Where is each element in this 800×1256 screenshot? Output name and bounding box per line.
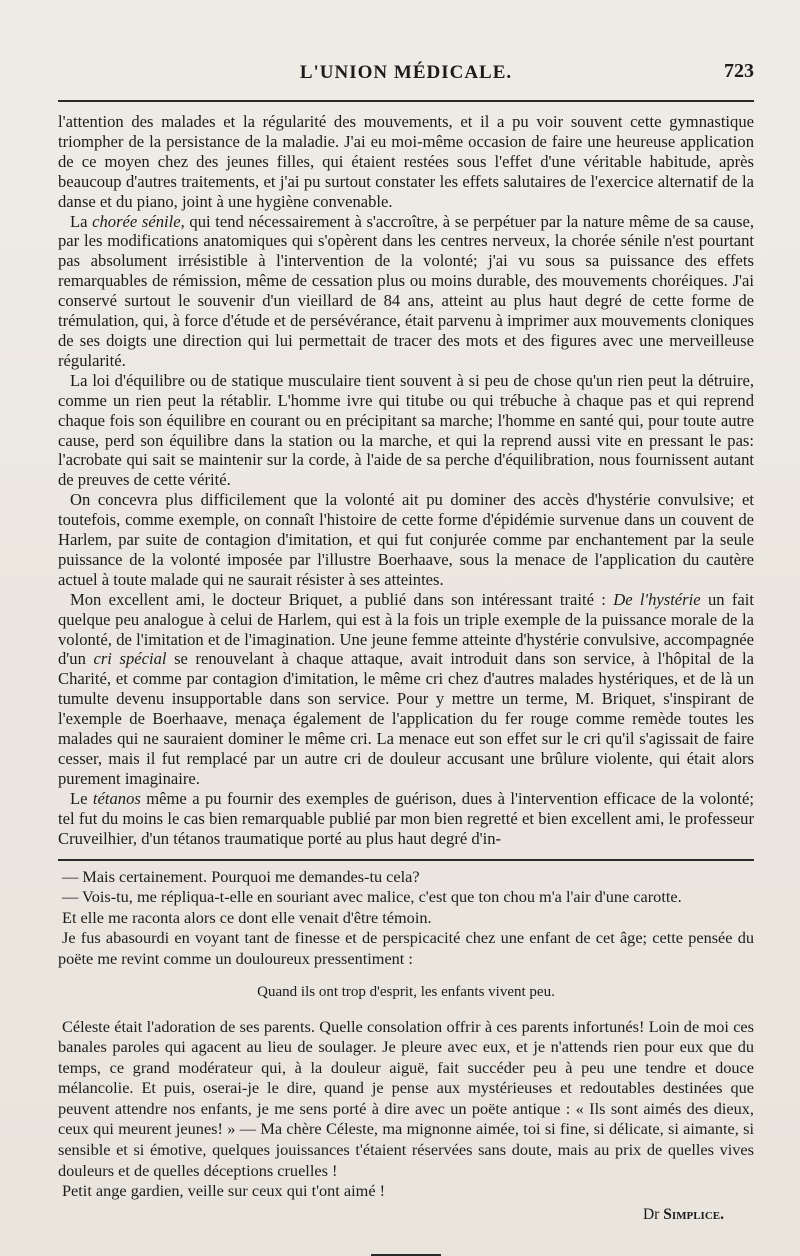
paragraph: La chorée sénile, qui tend nécessairement à s'accroître, à se perpétuer par la nature même de sa cause, par les modifications anatomiques qui s'opèrent dans les centres nerveux, la chorée sénile n'est pourtant pas absolument irrésistible à l'intervention de la volonté; j'ai vu sous sa puissance des effets remarquables de rémission, même de cessation plus ou moins durable, des mouvements choréiques. J'ai conservé surtout le souvenir d'un vieillard de 84 ans, atteint au plus haut degré de cette forme de trémulation, qui, à force d'étude et de persévérance, était parvenu à imprimer aux mouvements cloniques de ses doigts une direction qui lui permettait de tracer des mots et des figures avec une merveilleuse régularité.: [58, 211, 754, 370]
emphasis: cri spécial: [93, 649, 167, 669]
emphasis: De l'hystérie: [613, 589, 701, 609]
verse-quote: Quand ils ont trop d'esprit, les enfants vivent peu.: [257, 983, 555, 1000]
emphasis: tétanos: [92, 788, 141, 808]
running-title: L'UNION MÉDICALE.: [299, 62, 513, 83]
paragraph: Le tétanos même a pu fournir des exemples de guérison, dues à l'intervention efficace de la volonté; tel fut du moins le cas bien remarquable publié par mon bien regretté et bien excellent ami, le professeur Cruveilhier, d'un tétanos traumatique porté au plus haut degré d'in-: [58, 788, 754, 848]
article-body: [58, 112, 754, 849]
feuilleton-section: [58, 867, 754, 1224]
feuilleton-separator: [58, 859, 754, 861]
paragraph: l'attention des malades et la régularité des mouvements, et il a pu voir souvent cette gymnastique triompher de la persistance de la maladie. J'ai eu moi-même occasion de faire une heureuse application de ce moyen chez des jeunes filles, qui étaient restées sous l'effet d'une véritable habitude, après beaucoup d'autres traitements, et j'ai pu surtout constater les effets salutaires de l'exercice alternatif de la danse et du piano, joint à une hygiène convenable.: [58, 112, 754, 211]
narrative-paragraph: Céleste était l'adoration de ses parents. Quelle consolation offrir à ces parents infortunés! Loin de moi ces banales paroles qui agacent au lieu de soulager. Je pleure avec eux, et je n'attends rien pour eux que du temps, ce grand modérateur qui, à la douleur aiguë, fait succéder peu à peu une tendre et douce mélancolie. Et puis, oserai-je le dire, quand je pense aux mystérieuses et redoutables destinées que peuvent attendre nos enfants, je me sens porté à dire avec un poëte antique : « Ils sont aimés des dieux, ceux qui meurent jeunes! » — Ma chère Céleste, ma mignonne aimée, toi si fine, si délicate, si aimante, si sensible et si émotive, quelques jouissances t'étaient réservées sans doute, mais au prix de quelles vives douleurs et de quelles déceptions cruelles !: [58, 1016, 754, 1180]
dialogue-line: — Vois-tu, me répliqua-t-elle en souriant avec malice, c'est que ton chou m'a l'air d'une carotte.: [62, 887, 682, 907]
closing-line: Petit ange gardien, veille sur ceux qui t'ont aimé !: [62, 1181, 386, 1201]
header-rule: [58, 100, 754, 102]
signature: Dr Simplice.: [642, 1205, 724, 1223]
paragraph: La loi d'équilibre ou de statique musculaire tient souvent à si peu de chose qu'un rien peut la détruire, comme un rien peut la rétablir. L'homme ivre qui titube ou qui trébuche à chaque pas et qui reprend chaque fois son équilibre en courant ou en précipitant sa marche; l'homme en santé qui, pour toute autre cause, perd son équilibre dans la station ou la marche, et qui la reprend aussi vite en pressant le pas: l'acrobate qui sait se maintenir sur la corde, à l'aide de sa perche d'équilibration, nous fournissent autant de preuves de cette vérité.: [58, 370, 754, 490]
page-number: 723: [724, 60, 754, 82]
dialogue-line: — Mais certainement. Pourquoi me demandes-tu cela?: [62, 866, 420, 886]
paragraph: Mon excellent ami, le docteur Briquet, a publié dans son intéressant traité : De l'hystérie un fait quelque peu analogue à celui de Harlem, qui est à la fois un triple exemple de la puissance morale de la volonté, de l'imitation et de l'imagination. Une jeune femme atteinte d'hystérie convulsive, accompagnée d'un cri spécial se renouvelant à chaque attaque, avait introduit dans son service, à l'hôpital de la Charité, et comme par contagion d'imitation, le même cri chez d'autres malades hystériques, et de là un tumulte devenu insupportable dans son service. Pour y mettre un terme, M. Briquet, s'inspirant de l'exemple de Boerhaave, menaça également de l'application du fer rouge comme remède toutes les malades qui ne sauraient dominer le même cri. La menace eut son effet sur le cri qu'il s'agissait de faire cesser, mais il fut remplacé par un autre cri de douleur accusant une brûlure violente, qui était alors purement imaginaire.: [58, 589, 754, 788]
paragraph: On concevra plus difficilement que la volonté ait pu dominer des accès d'hystérie convulsive; et toutefois, comme exemple, on connaît l'histoire de cette forme d'épidémie survenue dans un couvent de Harlem, par suite de contagion d'imitation, et qui fut conjurée comme par enchantement par la seule puissance de la volonté imposée par l'illustre Boerhaave, sous la menace de l'application du cautère actuel à toute malade qui ne saurait résister à ses atteintes.: [58, 490, 754, 589]
narrative-line: Et elle me raconta alors ce dont elle venait d'être témoin.: [62, 907, 432, 927]
narrative-paragraph: Je fus abasourdi en voyant tant de finesse et de perspicacité chez une enfant de cet âge; cette pensée du poëte me revint comme un douloureux pressentiment :: [58, 928, 754, 968]
page-header: [58, 50, 754, 86]
emphasis: chorée sénile: [92, 211, 181, 231]
